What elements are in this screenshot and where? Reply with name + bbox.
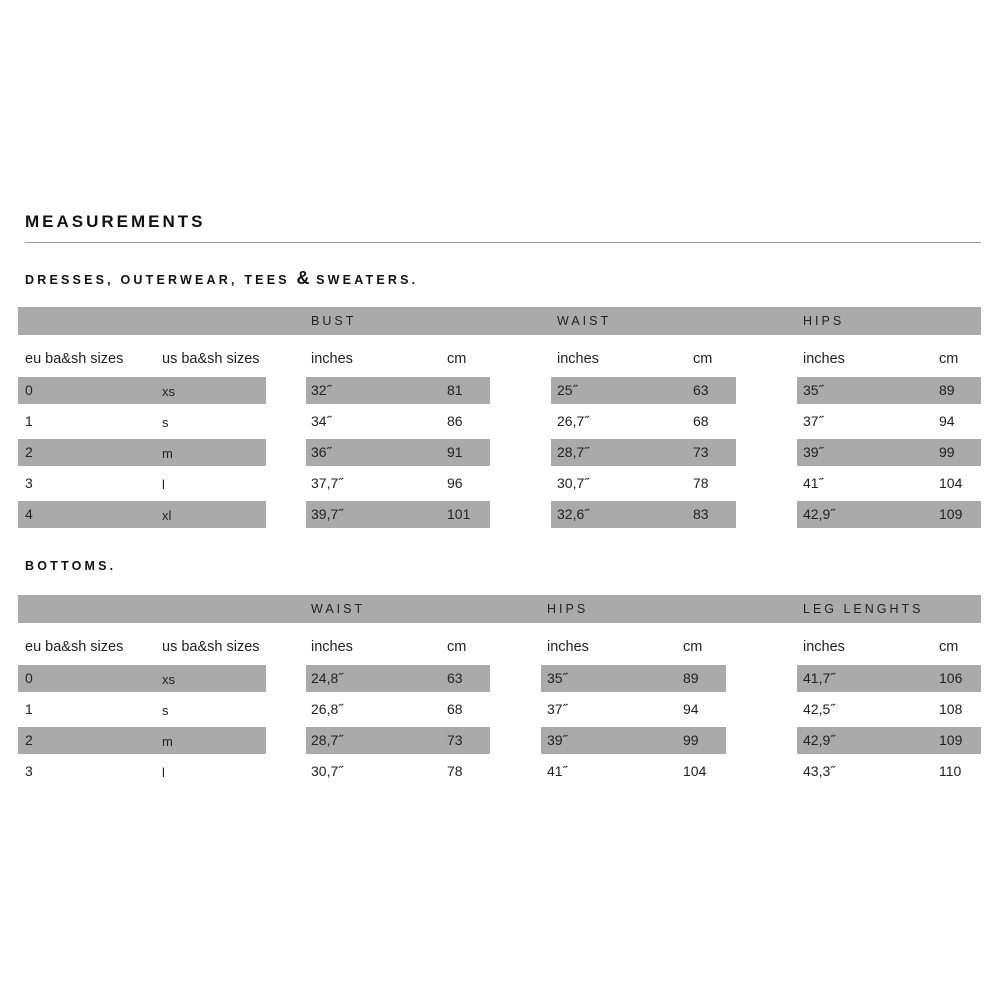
table-cell: 3 bbox=[25, 763, 33, 779]
table-cell: 41˝ bbox=[803, 475, 824, 491]
table-cell: 4 bbox=[25, 506, 33, 522]
table-cell: 89 bbox=[939, 382, 955, 398]
table-cell: 0 bbox=[25, 382, 33, 398]
table-cell: 99 bbox=[939, 444, 955, 460]
table-cell: 109 bbox=[939, 732, 963, 748]
section-title-bottoms: BOTTOMS. bbox=[25, 559, 117, 573]
table-cell: xl bbox=[162, 508, 172, 523]
table-cell: 42,5˝ bbox=[803, 701, 835, 717]
table-cell: 37˝ bbox=[803, 413, 824, 429]
column-header-eu-size: eu ba&sh sizes bbox=[25, 639, 124, 655]
table-cell: 68 bbox=[693, 413, 709, 429]
table-cell: 37,7˝ bbox=[311, 475, 343, 491]
row-shade bbox=[18, 377, 266, 404]
table-cell: 37˝ bbox=[547, 701, 568, 717]
table-cell: l bbox=[162, 765, 165, 780]
table-cell: 78 bbox=[693, 475, 709, 491]
table-cell: 24,8˝ bbox=[311, 670, 343, 686]
table-cell: s bbox=[162, 415, 169, 430]
table-cell: 91 bbox=[447, 444, 463, 460]
column-header-waist-cm: cm bbox=[693, 351, 713, 367]
table-cell: 81 bbox=[447, 382, 463, 398]
section-title-part: SWEATERS. bbox=[309, 273, 419, 287]
table-cell: 1 bbox=[25, 413, 33, 429]
table-cell: 96 bbox=[447, 475, 463, 491]
table-cell: 30,7˝ bbox=[557, 475, 589, 491]
row-shade bbox=[18, 665, 266, 692]
table-cell: 35˝ bbox=[803, 382, 824, 398]
table-cell: 28,7˝ bbox=[311, 732, 343, 748]
table-cell: 110 bbox=[939, 763, 962, 779]
column-header-waist-inches: inches bbox=[311, 639, 353, 655]
table-cell: m bbox=[162, 734, 173, 749]
table-cell: 42,9˝ bbox=[803, 732, 835, 748]
column-header-waist-inches: inches bbox=[557, 351, 599, 367]
table-cell: 99 bbox=[683, 732, 699, 748]
column-header-us-size: us ba&sh sizes bbox=[162, 351, 260, 367]
table-cell: xs bbox=[162, 672, 175, 687]
group-header-hips: HIPS bbox=[547, 602, 589, 616]
row-shade bbox=[18, 439, 266, 466]
table-cell: 78 bbox=[447, 763, 463, 779]
table-cell: 26,7˝ bbox=[557, 413, 589, 429]
table-cell: 83 bbox=[693, 506, 709, 522]
table-cell: 30,7˝ bbox=[311, 763, 343, 779]
column-header-bust-inches: inches bbox=[311, 351, 353, 367]
table-cell: 108 bbox=[939, 701, 963, 717]
title-divider bbox=[25, 242, 981, 243]
row-shade bbox=[18, 501, 266, 528]
table-cell: 41,7˝ bbox=[803, 670, 835, 686]
table-cell: 104 bbox=[683, 763, 707, 779]
table-cell: 39˝ bbox=[547, 732, 568, 748]
table-cell: 104 bbox=[939, 475, 963, 491]
table-cell: 101 bbox=[447, 506, 471, 522]
table-cell: 109 bbox=[939, 506, 963, 522]
column-header-hips-cm: cm bbox=[683, 639, 703, 655]
table-cell: 63 bbox=[693, 382, 709, 398]
column-header-leg-cm: cm bbox=[939, 639, 959, 655]
section-title-dresses bbox=[25, 268, 418, 289]
column-header-hips-cm: cm bbox=[939, 351, 959, 367]
table-cell: 34˝ bbox=[311, 413, 332, 429]
table-cell: 106 bbox=[939, 670, 963, 686]
table-cell: 35˝ bbox=[547, 670, 568, 686]
column-header-hips-inches: inches bbox=[547, 639, 589, 655]
table-cell: 1 bbox=[25, 701, 33, 717]
table-cell: 39,7˝ bbox=[311, 506, 343, 522]
table-cell: 32,6˝ bbox=[557, 506, 589, 522]
column-header-bust-cm: cm bbox=[447, 351, 467, 367]
column-header-eu-size: eu ba&sh sizes bbox=[25, 351, 124, 367]
page-title: MEASUREMENTS bbox=[25, 212, 206, 231]
table-cell: 32˝ bbox=[311, 382, 332, 398]
table-cell: 73 bbox=[693, 444, 709, 460]
group-header-waist: WAIST bbox=[311, 602, 366, 616]
column-header-hips-inches: inches bbox=[803, 351, 845, 367]
column-header-leg-inches: inches bbox=[803, 639, 845, 655]
table-cell: 41˝ bbox=[547, 763, 568, 779]
table-cell: 73 bbox=[447, 732, 463, 748]
table-cell: 68 bbox=[447, 701, 463, 717]
table-cell: 94 bbox=[939, 413, 955, 429]
table-cell: 94 bbox=[683, 701, 699, 717]
group-header-leg-lengths: LEG LENGHTS bbox=[803, 602, 924, 616]
table-cell: xs bbox=[162, 384, 175, 399]
row-shade bbox=[18, 727, 266, 754]
group-header-waist: WAIST bbox=[557, 314, 612, 328]
table-cell: 42,9˝ bbox=[803, 506, 835, 522]
table-cell: 63 bbox=[447, 670, 463, 686]
table-cell: m bbox=[162, 446, 173, 461]
column-header-waist-cm: cm bbox=[447, 639, 467, 655]
group-header-hips: HIPS bbox=[803, 314, 845, 328]
table-cell: 89 bbox=[683, 670, 699, 686]
table-cell: 2 bbox=[25, 444, 33, 460]
table-cell: 43,3˝ bbox=[803, 763, 835, 779]
table-cell: 86 bbox=[447, 413, 463, 429]
table-cell: 39˝ bbox=[803, 444, 824, 460]
table-cell: 28,7˝ bbox=[557, 444, 589, 460]
table-cell: 26,8˝ bbox=[311, 701, 343, 717]
table-cell: s bbox=[162, 703, 169, 718]
table-cell: 36˝ bbox=[311, 444, 332, 460]
section-title-ampersand: & bbox=[296, 268, 310, 288]
table-cell: 2 bbox=[25, 732, 33, 748]
table-cell: l bbox=[162, 477, 165, 492]
table-cell: 25˝ bbox=[557, 382, 578, 398]
group-header-bust: BUST bbox=[311, 314, 357, 328]
table-cell: 3 bbox=[25, 475, 33, 491]
section-title-part: DRESSES, OUTERWEAR, TEES bbox=[25, 273, 297, 287]
table-cell: 0 bbox=[25, 670, 33, 686]
column-header-us-size: us ba&sh sizes bbox=[162, 639, 260, 655]
